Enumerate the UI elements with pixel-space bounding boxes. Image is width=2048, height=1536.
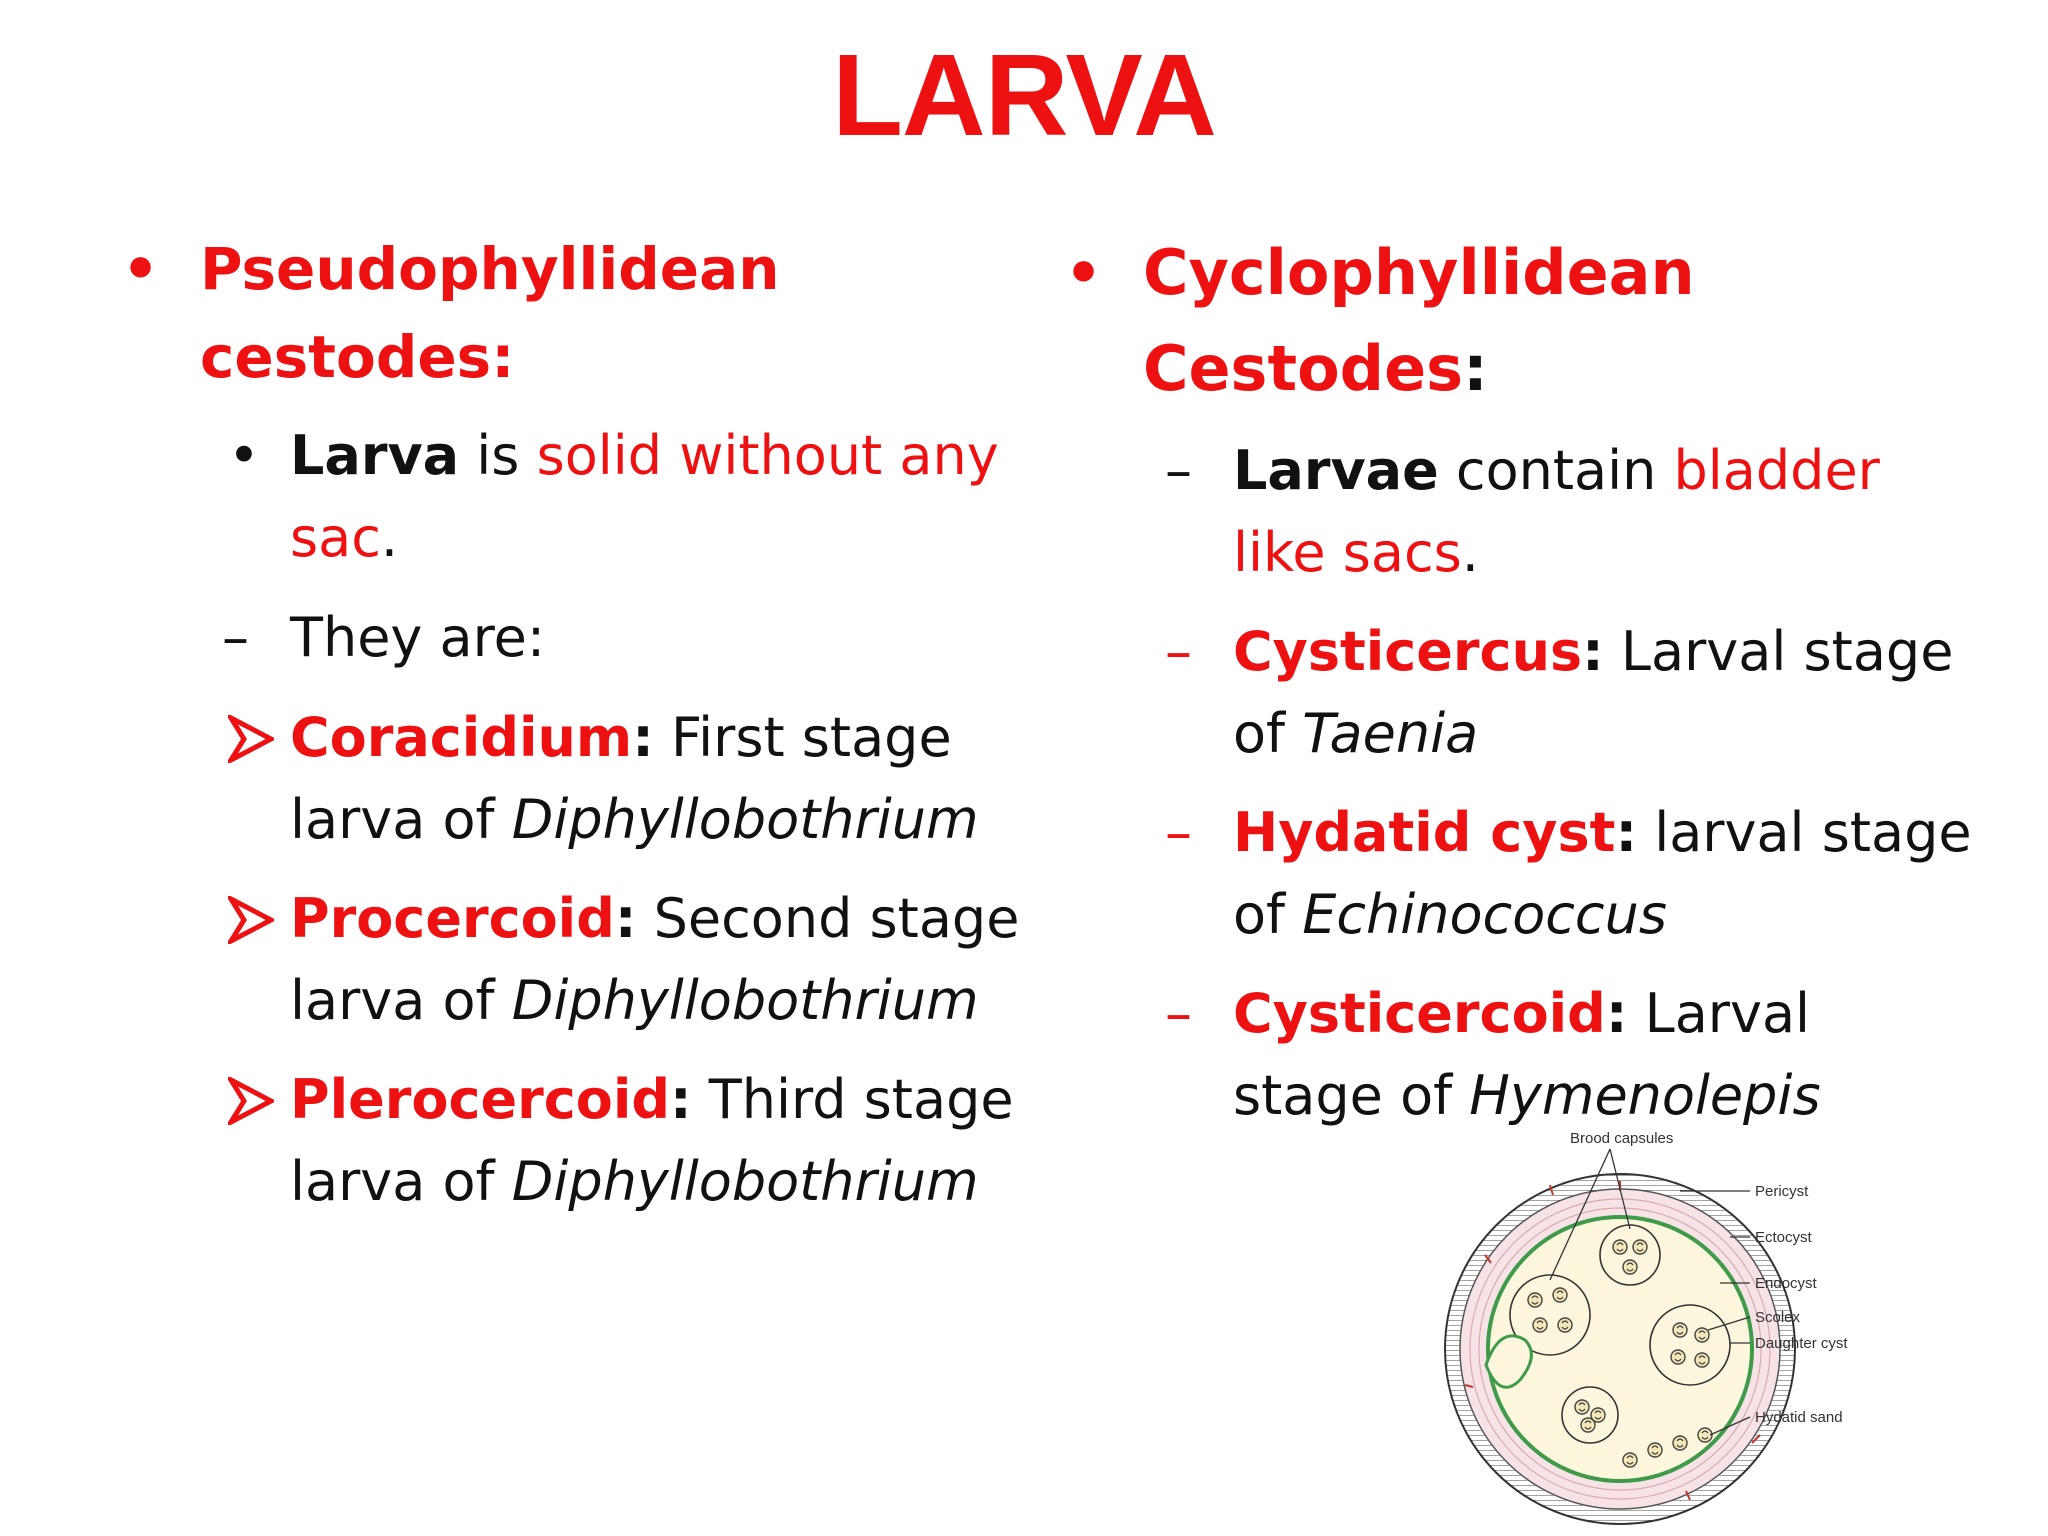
bullet-icon: • <box>1065 239 1103 307</box>
bullet-icon: • <box>122 235 160 303</box>
pericyst-label: Pericyst <box>1755 1183 1809 1200</box>
stage-item-plerocercoid: Plerocercoid: Third stage larva of Diphyllobothrium <box>290 1059 1014 1223</box>
larva-solid-item: • Larva is solid without any sac. <box>290 415 999 579</box>
dash-icon: – <box>1165 982 1192 1045</box>
dash-icon: – <box>1165 439 1192 502</box>
arrow-bullet-icon <box>228 715 274 763</box>
larvae-bladder-item: – Larvae contain bladder like sacs. <box>1233 430 1880 594</box>
right-column <box>1065 225 1695 417</box>
type-item-cysticercus: – Cysticercus: Larval stage of Taenia <box>1233 611 1953 775</box>
ectocyst-label: Ectocyst <box>1755 1229 1812 1246</box>
left-column <box>122 225 780 401</box>
brood-capsule <box>1600 1225 1660 1285</box>
endocyst-label: Endocyst <box>1755 1275 1817 1292</box>
dash-icon: – <box>222 606 249 669</box>
type-item-cysticercoid: – Cysticercoid: Larval stage of Hymenolepis <box>1233 973 1821 1137</box>
hydatid-cyst-diagram <box>1390 1125 1870 1534</box>
type-item-hydatid-cyst: – Hydatid cyst: larval stage of Echinococcus <box>1233 792 1972 956</box>
brood-capsule <box>1562 1387 1618 1443</box>
arrow-bullet-icon <box>228 1077 274 1125</box>
stage-item-coracidium: Coracidium: First stage larva of Diphyllobothrium <box>290 697 979 861</box>
dash-icon: – <box>1165 620 1192 683</box>
brood-capsules-label: Brood capsules <box>1570 1130 1674 1147</box>
dash-icon: – <box>1165 801 1192 864</box>
stage-item-procercoid: Procercoid: Second stage larva of Diphyllobothrium <box>290 878 1019 1042</box>
they-are-item: – They are: <box>290 597 545 679</box>
pseudophyllidean-heading: • Pseudophyllidean cestodes: <box>200 225 780 401</box>
slide-title: LARVA <box>832 30 1216 160</box>
bullet-icon: • <box>228 424 260 487</box>
arrow-bullet-icon <box>228 896 274 944</box>
cyclophyllidean-heading: • Cyclophyllidean Cestodes: <box>1143 225 1695 417</box>
brood-capsule <box>1650 1305 1730 1385</box>
daughter-cyst-label: Daughter cyst <box>1755 1335 1848 1352</box>
hydatid-sand-label: Hydatid sand <box>1755 1409 1843 1426</box>
scolex-label: Scolex <box>1755 1309 1801 1326</box>
